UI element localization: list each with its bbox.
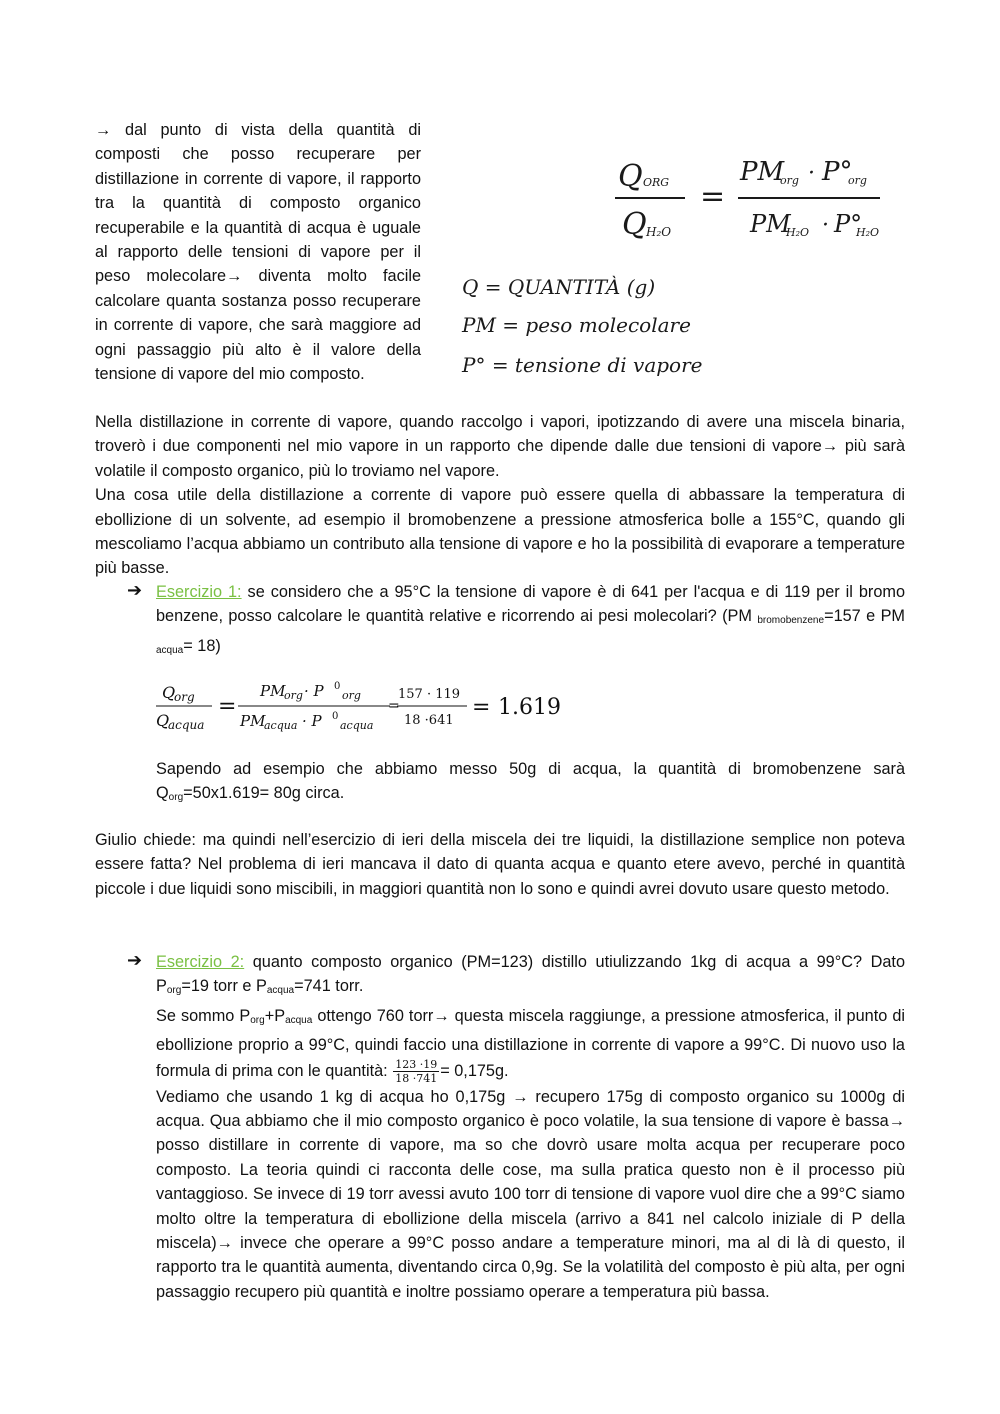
exercise-1-label: Esercizio 1: xyxy=(156,583,242,601)
ex2-text-2d: questa miscela raggiunge, a pressione atmosferica, il punto di ebollizione proprio a 99°C, quindi faccio una distillazione in corrente di vapore a 99°C. Di nuovo uso la formula di prima con le quantità: xyxy=(156,1006,906,1080)
intro-text: dal punto di vista della quantità di composti che posso recuperare per distillazione in corrente di vapore, il rapporto tra la quantità di composto organico recuperabile e la quantità di acqua è uguale al rapporto delle tensioni di vapore per il peso molecolare xyxy=(95,121,421,286)
paragraph-giulio: Giulio chiede: ma quindi nell’esercizio di ieri della miscela dei tre liquidi, la distillazione semplice non poteva essere fatta? Nel problema di ieri mancava il dato di quanta acqua e quanto etere avevo, perché in quantità piccole i due liquidi sono miscibili, in maggiori quantità non lo sono e quindi avrei dovuto usare questo metodo. xyxy=(95,831,905,898)
exercise-1-text-b: =157 e PM xyxy=(824,607,905,626)
hw-lhs-den: Q xyxy=(622,207,647,242)
ex2-text-2c: ottengo 760 torr xyxy=(312,1006,434,1025)
bullet-arrow-icon: ➔ xyxy=(127,580,143,601)
formula-den-pm: PM xyxy=(240,712,266,730)
hw-rhs-den-dot: · xyxy=(822,213,829,238)
hw-rhs-num-dot: · xyxy=(808,161,815,186)
formula-result: 1.619 xyxy=(498,695,561,720)
formula-num-pm: PM xyxy=(260,682,286,700)
intro-text-2: diventa molto facile calcolare quanta sostanza posso recuperare in corrente di vapore, che sarà maggiore ad ogni passaggio più alto è il valore della tensione di vapore del mio composto. xyxy=(95,267,422,384)
formula-q-acqua: Q xyxy=(156,711,170,730)
sapendo-text-b: =50x1.619= 80g circa. xyxy=(183,784,345,803)
formula-den-values: 18 ·641 xyxy=(404,713,454,728)
formula-num-sub-2: org xyxy=(342,689,361,702)
exercise-2-sum xyxy=(156,1004,905,1085)
exercise-2-label: Esercizio 2: xyxy=(156,953,245,971)
formula-den-sup: 0 xyxy=(332,711,339,722)
hw-rhs-num-p-sub: org xyxy=(848,174,867,187)
fraction-numerator: 123 ·19 xyxy=(395,1057,438,1071)
hw-equals: = xyxy=(700,179,726,214)
para1-text-b: più sarà volatile il composto organico, più lo troviamo nel vapore. xyxy=(95,437,906,480)
formula-q-acqua-sub: acqua xyxy=(168,718,205,732)
subscript-acqua: acqua xyxy=(285,1014,313,1026)
intro-paragraph xyxy=(95,118,421,386)
hw-legend-pm: PM = peso molecolare xyxy=(462,313,691,337)
hw-rhs-den-p: P° xyxy=(834,210,863,238)
hw-legend-p: P° = tensione di vapore xyxy=(462,353,703,377)
arrow-icon: → xyxy=(888,1112,905,1131)
bullet-arrow-icon: ➔ xyxy=(127,950,143,971)
ex2-text-3b: recupero 175g di composto organico su 1000g di acqua. Qua abbiamo che il mio composto organico è poco volatile, la sua tensione di vapore è bassa xyxy=(156,1087,905,1131)
ex2-text-2a: Se sommo P xyxy=(156,1006,251,1025)
formula-exercise-1 xyxy=(154,680,574,736)
hw-rhs-num: PM xyxy=(740,157,785,187)
formula-eq-1: = xyxy=(218,694,237,719)
arrow-icon: → xyxy=(821,437,839,456)
exercise-1 xyxy=(127,580,905,663)
handwritten-formula-image xyxy=(450,138,900,388)
inline-fraction xyxy=(393,1058,439,1085)
arrow-icon: → xyxy=(512,1087,529,1106)
hw-rhs-den: PM xyxy=(750,210,791,238)
para1-text-a: Nella distillazione in corrente di vapore, quando raccolgo i vapori, ipotizzando di avere una miscela binaria, troverò i due componenti nel mio vapore in un rapporto che dipende dalle due tensioni di vapore xyxy=(95,413,905,456)
formula-num-values: 157 · 119 xyxy=(398,687,461,702)
ex2-text-3d: invece che operare a 99°C posso andare a temperature minori, ma al di là di questo, il rapporto tra le quantità aumenta, diventando circa 0,9g. Se la volatilità del composto è più alta, per ogni passaggio recupero più quantità e inoltre possiamo operare a temperatura più bassa. xyxy=(156,1234,905,1301)
ex2-text-3a: Vediamo che usando 1 kg di acqua ho 0,175g xyxy=(156,1087,513,1106)
hw-lhs-num: Q xyxy=(618,159,643,194)
arrow-icon: → xyxy=(95,121,112,139)
exercise-2-discussion xyxy=(156,1085,905,1305)
formula-q-org-sub: org xyxy=(174,690,195,704)
arrow-icon: → xyxy=(226,267,243,286)
ex2-text-1b: =19 torr e P xyxy=(181,977,267,996)
fraction-denominator: 18 ·741 xyxy=(395,1071,438,1085)
exercise-2 xyxy=(127,950,905,1304)
ex2-text-1c: =741 torr. xyxy=(294,977,364,996)
ex2-text-2b: +P xyxy=(264,1006,286,1025)
formula-q-org: Q xyxy=(162,683,176,702)
formula-den-mid: · P xyxy=(302,712,322,730)
exercise-1-text-c: = 18) xyxy=(183,636,221,655)
ex2-text-3c: posso distillare in corrente di vapore, ma so che dovrò usare molta acqua per recuperare poco composto. La teoria quindi ci racconta delle cose, ma sulla pratica questo non è il processo più vantaggioso. Se invece di 19 torr avessi avuto 100 torr di tensione di vapore vuol dire che a 99°C siamo molto oltre la temperatura di ebollizione della miscela (arrivo a 841 nel calcolo iniziale di P della miscela) xyxy=(156,1136,905,1253)
hw-lhs-den-sub: H₂O xyxy=(646,225,672,239)
subscript-org: org xyxy=(168,792,184,804)
hw-rhs-num-p: P° xyxy=(822,157,853,187)
subscript-org: org xyxy=(166,985,182,997)
hw-lhs-num-sub: ORG xyxy=(643,176,670,189)
hw-rhs-num-sub: org xyxy=(780,174,799,187)
ex2-text-2e: = 0,175g. xyxy=(440,1061,509,1080)
hw-legend-q: Q = QUANTITÀ (g) xyxy=(462,275,656,299)
hw-rhs-den-p-sub: H₂O xyxy=(856,226,880,239)
formula-num-pm-sub: org xyxy=(284,689,303,702)
exercise-1-text-a: se considero che a 95°C la tensione di vapore è di 641 per l'acqua e di 119 per il bromo benzene, posso calcolare le quantità relative e ricorrendo ai pesi molecolari? (PM xyxy=(156,583,905,626)
formula-num-mid: · P xyxy=(304,682,324,700)
formula-eq-2: = xyxy=(388,698,400,714)
subscript-acqua: acqua xyxy=(156,644,184,656)
exercise-1-text xyxy=(156,580,905,663)
hw-rhs-den-sub: H₂O xyxy=(786,226,810,239)
formula-num-sup: 0 xyxy=(334,681,341,692)
arrow-icon: → xyxy=(216,1234,233,1253)
sapendo-text-a: Sapendo ad esempio che abbiamo messo 50g di acqua, la quantità di bromobenzene sarà Q xyxy=(156,760,905,803)
subscript-acqua: acqua xyxy=(266,985,295,997)
body-section-1 xyxy=(95,410,905,581)
exercise-2-statement xyxy=(156,950,905,1004)
ex2-text-1: quanto composto organico (PM=123) distillo utiulizzando 1kg di acqua a 99°C? Dato P xyxy=(156,953,905,996)
formula-den-pm-sub: acqua xyxy=(264,719,298,732)
paragraph-steam-distillation xyxy=(95,410,905,483)
subscript-org: org xyxy=(250,1014,265,1026)
formula-eq-3: = xyxy=(472,695,491,720)
paragraph-boiling-point: Una cosa utile della distillazione a corrente di vapore può essere quella di abbassare la temperatura di ebollizione di un solvente, ad esempio il bromobenzene a pressione atmosferica bolle a 155°C, quando gli mescoliamo l’acqua abbiamo un contributo alla tensione di vapore e ho la possibilità di evaporare a temperature più basse. xyxy=(95,486,905,578)
subscript-bromobenzene: bromobenzene xyxy=(757,615,825,627)
arrow-icon: → xyxy=(433,1006,450,1025)
formula-den-sub-2: acqua xyxy=(340,719,374,732)
paragraph-sapendo xyxy=(156,757,905,811)
